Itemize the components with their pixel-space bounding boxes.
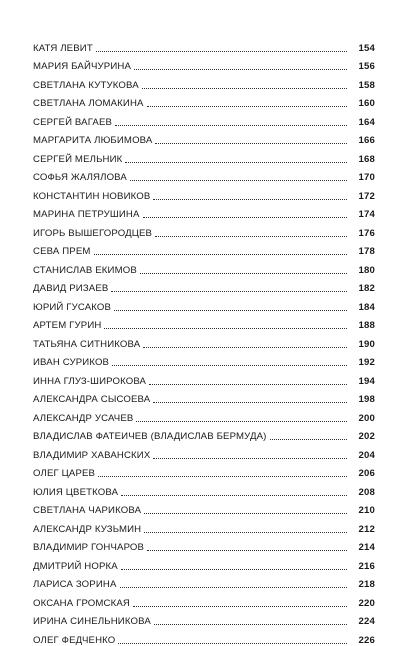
toc-entry-name: ИГОРЬ ВЫШЕГОРОДЦЕВ xyxy=(33,227,153,239)
toc-entry xyxy=(33,91,375,110)
dot-leader xyxy=(153,199,347,200)
dot-leader xyxy=(144,513,347,514)
toc-entry-name: ЮЛИЯ ЦВЕТКОВА xyxy=(33,486,119,498)
toc-entry xyxy=(33,368,375,387)
toc-entry-name: СЕВА ПРЕМ xyxy=(33,246,91,257)
toc-entry xyxy=(33,627,375,646)
toc-entry-page: 166 xyxy=(358,135,375,146)
toc-entry-page: 174 xyxy=(358,209,375,220)
dot-leader xyxy=(136,421,347,422)
toc-entry-page: 190 xyxy=(358,338,375,350)
dot-leader xyxy=(104,328,347,329)
toc-entry-page: 182 xyxy=(358,283,375,294)
toc-entry-name: ТАТЬЯНА СИТНИКОВА xyxy=(33,338,141,350)
toc-entry xyxy=(33,146,375,165)
toc-entry xyxy=(33,609,375,628)
toc-entry xyxy=(33,553,375,572)
dot-leader xyxy=(155,143,347,144)
dot-leader xyxy=(111,291,347,292)
toc-entry-page: 194 xyxy=(358,375,375,387)
toc-entry-name: ОЛЕГ ЦАРЕВ xyxy=(33,468,96,479)
toc-entry-page: 178 xyxy=(358,246,375,257)
dot-leader xyxy=(121,569,347,570)
toc-entry xyxy=(33,294,375,313)
toc-entry-name: АЛЕКСАНДРА СЫСОЕВА xyxy=(33,394,151,405)
toc-entry-page: 168 xyxy=(358,153,375,165)
toc-entry xyxy=(33,165,375,184)
toc-entry-name: ОЛЕГ ФЕДЧЕНКО xyxy=(33,634,116,646)
toc-entry-page: 176 xyxy=(358,227,375,239)
toc-entry-page: 172 xyxy=(358,190,375,202)
dot-leader xyxy=(147,550,347,551)
toc-entry-name: ДАВИД РИЗАЕВ xyxy=(33,283,109,294)
toc-entry xyxy=(33,498,375,517)
toc-entry xyxy=(33,350,375,369)
toc-entry-name: ЮРИЙ ГУСАКОВ xyxy=(33,301,112,313)
toc-entry-name: МАРГАРИТА ЛЮБИМОВА xyxy=(33,135,153,146)
toc-entry-page: 214 xyxy=(358,542,375,553)
toc-entry-name: ВЛАДИМИР ГОНЧАРОВ xyxy=(33,542,145,553)
toc-entry-name: ДМИТРИЙ НОРКА xyxy=(33,560,118,572)
toc-entry-page: 210 xyxy=(358,505,375,516)
dot-leader xyxy=(149,384,347,385)
dot-leader xyxy=(155,236,347,237)
toc-entry-page: 204 xyxy=(358,449,375,461)
toc-entry xyxy=(33,35,375,54)
dot-leader xyxy=(114,310,347,311)
toc-entry-page: 212 xyxy=(358,523,375,535)
toc-entry-page: 158 xyxy=(358,79,375,91)
toc-entry-name: СЕРГЕЙ МЕЛЬНИК xyxy=(33,153,123,165)
dot-leader xyxy=(130,180,347,181)
toc-entry-page: 202 xyxy=(358,431,375,442)
dot-leader xyxy=(98,476,347,477)
toc-entry-name: ВЛАДИМИР ХАВАНСКИХ xyxy=(33,449,151,461)
toc-entry-page: 198 xyxy=(358,394,375,405)
toc-entry xyxy=(33,202,375,221)
toc-entry xyxy=(33,590,375,609)
dot-leader xyxy=(96,51,347,52)
toc-entry xyxy=(33,109,375,128)
toc-entry-page: 154 xyxy=(358,42,375,54)
toc-entry xyxy=(33,442,375,461)
toc-entry-page: 218 xyxy=(358,579,375,590)
dot-leader xyxy=(270,439,347,440)
toc-entry-page: 220 xyxy=(358,597,375,609)
toc-entry-page: 224 xyxy=(358,616,375,627)
toc-entry-page: 226 xyxy=(358,634,375,646)
toc-entry xyxy=(33,572,375,591)
toc-entry xyxy=(33,424,375,443)
toc-entry-name: ИННА ГЛУЗ-ШИРОКОВА xyxy=(33,375,147,387)
toc-entry xyxy=(33,183,375,202)
toc-entry-page: 206 xyxy=(358,468,375,479)
toc-entry-name: МАРИНА ПЕТРУШИНА xyxy=(33,209,140,220)
toc-entry xyxy=(33,239,375,258)
dot-leader xyxy=(142,88,347,89)
dot-leader xyxy=(153,402,347,403)
toc-entry xyxy=(33,405,375,424)
toc-entry-page: 180 xyxy=(358,264,375,276)
dot-leader xyxy=(121,495,347,496)
dot-leader xyxy=(153,458,347,459)
dot-leader xyxy=(154,624,347,625)
toc-entry-name: АРТЕМ ГУРИН xyxy=(33,320,102,331)
toc-entry-name: ВЛАДИСЛАВ ФАТЕИЧЕВ (ВЛАДИСЛАВ БЕРМУДА) xyxy=(33,431,267,442)
toc-entry-page: 170 xyxy=(358,172,375,183)
toc-entry-name: СВЕТЛАНА ЧАРИКОВА xyxy=(33,505,142,516)
toc-entry-page: 208 xyxy=(358,486,375,498)
toc-entry-name: АЛЕКСАНДР КУЗЬМИН xyxy=(33,523,142,535)
toc-entry xyxy=(33,479,375,498)
dot-leader xyxy=(120,587,348,588)
toc-entry-name: ОКСАНА ГРОМСКАЯ xyxy=(33,597,130,609)
toc-entry xyxy=(33,257,375,276)
toc-entry xyxy=(33,128,375,147)
toc-entry-page: 192 xyxy=(358,357,375,368)
dot-leader xyxy=(144,532,347,533)
dot-leader xyxy=(115,125,347,126)
toc-entry xyxy=(33,220,375,239)
dot-leader xyxy=(143,347,347,348)
toc-entry-page: 188 xyxy=(358,320,375,331)
toc-entry-name: СТАНИСЛАВ ЕКИМОВ xyxy=(33,264,137,276)
dot-leader xyxy=(143,217,347,218)
toc-entry-name: ИВАН СУРИКОВ xyxy=(33,357,110,368)
toc-entry-page: 200 xyxy=(358,412,375,424)
toc-entry-name: АЛЕКСАНДР УСАЧЕВ xyxy=(33,412,134,424)
toc-entry xyxy=(33,535,375,554)
dot-leader xyxy=(133,606,347,607)
toc-entry-name: СВЕТЛАНА ЛОМАКИНА xyxy=(33,98,144,109)
dot-leader xyxy=(112,365,347,366)
toc-entry xyxy=(33,461,375,480)
toc-entry xyxy=(33,387,375,406)
toc-entry xyxy=(33,276,375,295)
toc-entry-name: КОНСТАНТИН НОВИКОВ xyxy=(33,190,151,202)
toc-entry-name: КАТЯ ЛЕВИТ xyxy=(33,42,93,54)
toc-entry xyxy=(33,516,375,535)
dot-leader xyxy=(134,69,347,70)
toc-entry-name: ЛАРИСА ЗОРИНА xyxy=(33,579,117,590)
toc-entry-name: СВЕТЛАНА КУТУКОВА xyxy=(33,79,139,91)
toc-entry-name: СЕРГЕЙ ВАГАЕВ xyxy=(33,116,113,128)
toc-entry xyxy=(33,313,375,332)
toc-entry-name: МАРИЯ БАЙЧУРИНА xyxy=(33,61,132,72)
dot-leader xyxy=(147,106,347,107)
toc-entry xyxy=(33,72,375,91)
toc-entry-page: 160 xyxy=(358,98,375,109)
toc-entry-page: 216 xyxy=(358,560,375,572)
toc-entry-page: 164 xyxy=(358,116,375,128)
toc-entry xyxy=(33,54,375,73)
toc-entry-page: 156 xyxy=(358,61,375,72)
toc-entry-name: СОФЬЯ ЖАЛЯЛОВА xyxy=(33,172,127,183)
dot-leader xyxy=(140,273,347,274)
dot-leader xyxy=(94,254,347,255)
dot-leader xyxy=(125,162,347,163)
toc-entry-page: 184 xyxy=(358,301,375,313)
table-of-contents xyxy=(33,35,375,646)
toc-entry xyxy=(33,331,375,350)
toc-entry-name: ИРИНА СИНЕЛЬНИКОВА xyxy=(33,616,151,627)
dot-leader xyxy=(118,643,347,644)
